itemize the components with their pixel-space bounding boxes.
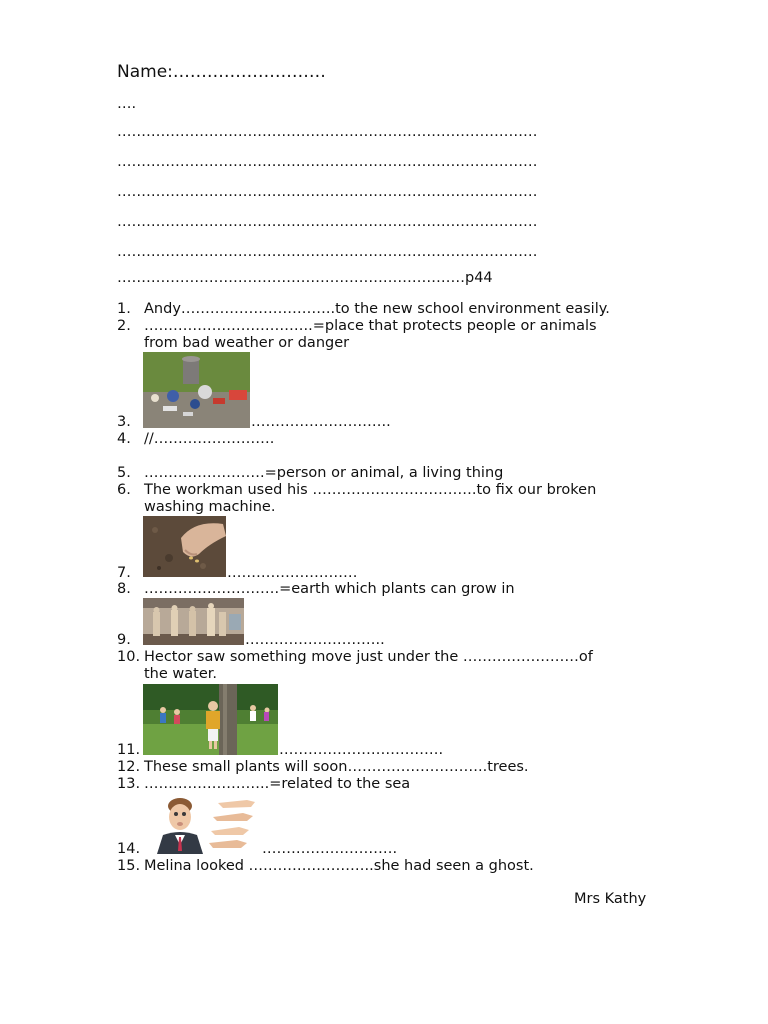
item-text: from bad weather or danger (144, 335, 350, 351)
name-line: Name:……………………… (117, 62, 326, 82)
item-number: 4. (117, 431, 131, 447)
item-number: 2. (117, 318, 131, 334)
item-text: Andy…………………………..to the new school environment easily. (144, 301, 610, 317)
item-number: 11. (117, 742, 141, 758)
item-number: 7. (117, 565, 131, 581)
man-pointed-at-photo (143, 797, 261, 854)
item-text: ……………………………..=place that protects people or animals (144, 318, 597, 334)
item-text: Hector saw something move just under the ……………………of (144, 649, 593, 665)
item-text: //……………………. (144, 431, 275, 447)
litter-photo (143, 352, 250, 428)
item-number: 12. (117, 759, 141, 775)
item-answer-line: ……………………… (227, 565, 358, 581)
item-text: …………………….=person or animal, a living thing (144, 465, 504, 481)
item-text: the water. (144, 666, 217, 682)
item-text: ……………………..=related to the sea (144, 776, 411, 792)
dotted-line: …………………………………………………………………………… (117, 214, 538, 230)
item-number: 5. (117, 465, 131, 481)
item-text: washing machine. (144, 499, 276, 515)
item-number: 13. (117, 776, 141, 792)
planting-seeds-photo (143, 516, 226, 577)
item-text: The workman used his …………………………….to fix our broken (144, 482, 597, 498)
item-answer-line: ……………………….. (251, 414, 391, 430)
dotted-line: …………………………………………………………………………… (117, 154, 538, 170)
item-number: 9. (117, 632, 131, 648)
item-text: These small plants will soon………………………..trees. (144, 759, 529, 775)
item-number: 10. (117, 649, 141, 665)
item-number: 15. (117, 858, 141, 874)
item-text: ……………………….=earth which plants can grow in (144, 581, 515, 597)
item-answer-line: ……………………………. (279, 742, 444, 758)
dotted-line: …………………………………………………………………………… (117, 244, 538, 260)
item-text: Melina looked ……………………..she had seen a ghost. (144, 858, 534, 874)
dotted-line: …………………………………………………………………………… (117, 184, 538, 200)
item-number: 6. (117, 482, 131, 498)
item-answer-line: ……………………….. (245, 632, 385, 648)
statues-photo (143, 598, 244, 645)
item-number: 3. (117, 414, 131, 430)
dotted-line-page-ref: ………………………………………………………………p44 (117, 270, 493, 286)
hide-and-seek-photo (143, 684, 278, 755)
item-number: 14. (117, 841, 141, 857)
teacher-signature: Mrs Kathy (574, 891, 647, 907)
item-answer-line: ………………………. (262, 841, 398, 857)
dotted-line: …………………………………………………………………………… (117, 124, 538, 140)
item-number: 8. (117, 581, 131, 597)
item-number: 1. (117, 301, 131, 317)
name-continuation: …. (117, 96, 137, 112)
